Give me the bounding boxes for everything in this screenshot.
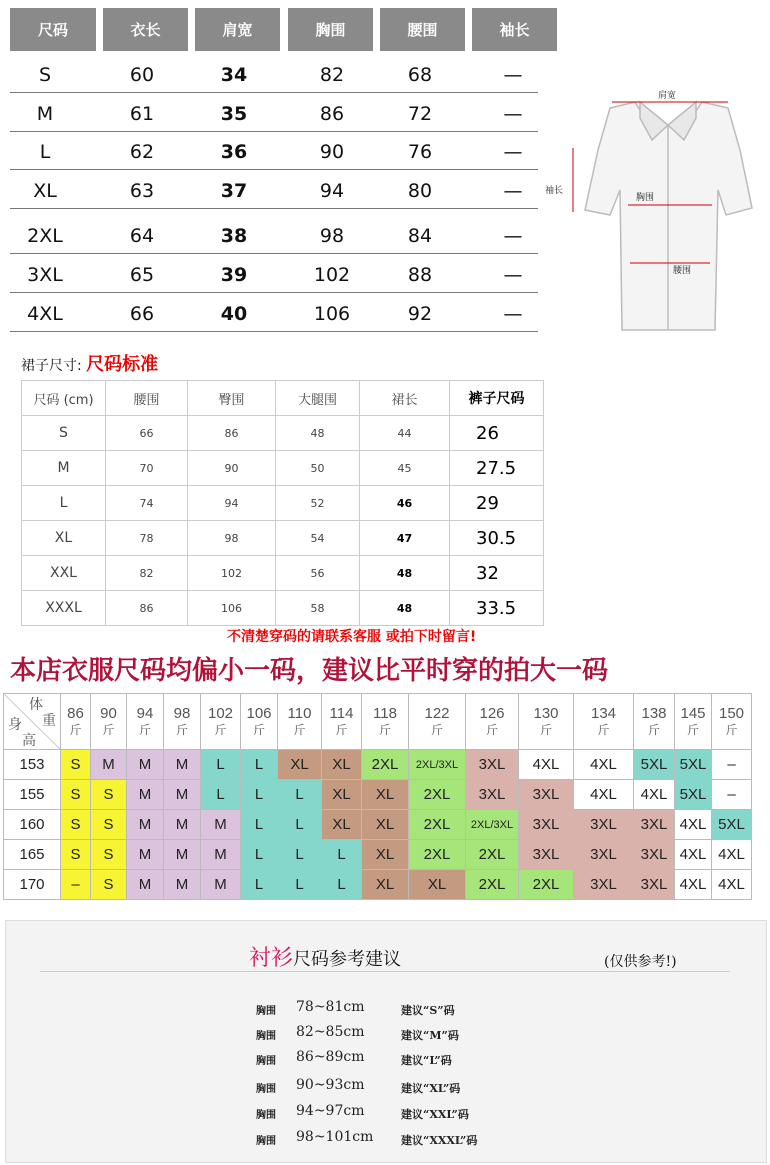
shirt-cell: 63 [129,180,155,202]
shirt-cell: 62 [129,141,155,163]
shirt-cell: 64 [129,225,155,247]
shirt-cell: 88 [407,264,433,286]
skirt-cell: 78 [106,521,188,556]
size-cell: 3XL [634,840,675,870]
weight-header [362,694,409,750]
skirt-cell: 86 [188,416,276,451]
corner-weight-bot: 重 [42,712,56,728]
weight-header [409,694,466,750]
shirt-measure-diagram [540,80,770,355]
weight-value: 102 [207,704,234,722]
skirt-cell: M [22,451,106,486]
advice-divider [40,971,730,972]
skirt-cell: 47 [360,521,450,556]
skirt-cell: 46 [360,486,450,521]
weight-value: 145 [680,704,706,722]
size-cell: 2XL [362,750,409,780]
skirt-cell: XXL [22,556,106,591]
advice-cell: 98~101cm [296,1129,374,1145]
skirt-cell: 98 [188,521,276,556]
size-cell: XL [278,750,322,780]
shirt-header: 肩宽 [195,8,280,51]
skirt-cell: S [22,416,106,451]
size-cell: S [91,870,127,900]
size-cell: L [241,750,278,780]
advice-cell: 胸围 [256,1110,276,1121]
size-cell: M [91,750,127,780]
height-row [4,750,752,780]
waist-label: 腰围 [673,266,692,276]
weight-header [201,694,241,750]
size-cell: XL [362,840,409,870]
weight-unit: 斤 [430,722,443,737]
size-cell: XL [362,780,409,810]
size-cell: XL [409,870,466,900]
shirt-cell: M [36,103,54,125]
weight-unit: 斤 [102,722,115,737]
advice-cell: 82~85cm [296,1024,365,1040]
shirt-row [10,294,538,332]
size-cell: 5XL [675,750,712,780]
size-cell: XL [322,810,362,840]
size-cell: 2XL/3XL [409,750,466,780]
shirt-cell: 84 [407,225,433,247]
shirt-cell: 90 [319,141,345,163]
size-cell: XL [362,870,409,900]
weight-unit: 斤 [378,722,391,737]
skirt-cell: XXXL [22,591,106,626]
shirt-header: 衣长 [103,8,188,51]
size-cell: 5XL [712,810,752,840]
skirt-row [22,486,544,521]
advice-cell: 78~81cm [296,999,365,1015]
advice-cell: 86~89cm [296,1049,365,1065]
skirt-cell: 106 [188,591,276,626]
weight-value: 86 [67,704,84,722]
weight-header [164,694,201,750]
skirt-header: 裙长 [360,381,450,416]
shirt-cell: XL [33,180,57,202]
weight-unit: 斤 [69,722,82,737]
shirt-row [10,171,538,209]
size-cell: M [201,840,241,870]
size-cell: XL [322,750,362,780]
weight-header [278,694,322,750]
size-cell: M [164,870,201,900]
advice-title-text: 尺码参考建议 [293,949,402,970]
sleeve-label: 袖长 [545,186,564,196]
size-cell: M [164,840,201,870]
skirt-cell: 50 [276,451,360,486]
advice-title-red: 衬衫 [249,946,294,971]
weight-value: 150 [718,704,745,722]
skirt-cell: 48 [360,556,450,591]
skirt-header: 臀围 [188,381,276,416]
size-cell: M [127,870,164,900]
skirt-cell: 102 [188,556,276,591]
shirt-cell: 3XL [27,264,63,286]
size-cell: 2XL/3XL [466,810,519,840]
skirt-cell: XL [22,521,106,556]
shirt-header: 尺码 [10,8,96,51]
shirt-cell: L [39,141,51,163]
size-cell: L [241,870,278,900]
advice-cell: 胸围 [256,1006,276,1017]
shirt-cell: 38 [220,225,248,247]
corner-height-left: 身 [8,716,22,732]
size-cell: S [91,810,127,840]
height-value: 170 [4,870,61,900]
shirt-row [10,216,538,254]
weight-unit: 斤 [686,722,699,737]
size-cell: 2XL [466,870,519,900]
size-cell: 2XL [409,780,466,810]
size-cell: 4XL [675,840,712,870]
height-value: 153 [4,750,61,780]
skirt-cell: 56 [276,556,360,591]
weight-value: 134 [590,704,617,722]
size-cell: – [712,750,752,780]
size-cell: L [201,750,241,780]
skirt-cell: 45 [360,451,450,486]
advice-cell: 建议“XL”码 [401,1082,461,1095]
size-cell: M [127,750,164,780]
advice-cell: 胸围 [256,1031,276,1042]
skirt-cell: 32 [450,556,544,591]
weight-unit: 斤 [293,722,306,737]
size-cell: 3XL [574,810,634,840]
shirt-cell: 34 [220,64,248,86]
shirt-header: 袖长 [472,8,557,51]
shirt-cell: 2XL [27,225,63,247]
size-cell: L [278,840,322,870]
weight-value: 126 [479,704,505,722]
shirt-cell: 37 [220,180,248,202]
size-cell: M [164,750,201,780]
weight-header [322,694,362,750]
size-cell: L [241,810,278,840]
skirt-cell: 70 [106,451,188,486]
size-cell: S [61,780,91,810]
shirt-cell: 72 [407,103,433,125]
weight-header [574,694,634,750]
shirt-cell: 61 [129,103,155,125]
skirt-label: 裙子尺寸: [21,358,82,374]
shirt-cell: — [503,64,523,86]
size-cell: 4XL [675,870,712,900]
skirt-header: 大腿围 [276,381,360,416]
size-cell: M [164,780,201,810]
weight-value: 110 [287,704,312,722]
weight-value: 94 [136,704,154,722]
height-value: 155 [4,780,61,810]
size-cell: XL [322,780,362,810]
size-cell: 4XL [712,840,752,870]
weight-header [634,694,675,750]
shirt-cell: 40 [220,303,248,325]
weight-header [127,694,164,750]
shirt-cell: 68 [407,64,433,86]
skirt-cell: 90 [188,451,276,486]
skirt-cell: 82 [106,556,188,591]
size-cell: S [61,840,91,870]
skirt-cell: 52 [276,486,360,521]
skirt-size-table [21,380,544,626]
size-cell: M [127,810,164,840]
shirt-cell: 98 [319,225,345,247]
size-cell: M [127,840,164,870]
skirt-cell: 33.5 [450,591,544,626]
advice-cell: 建议“XXXL”码 [401,1134,478,1147]
height-row [4,810,752,840]
weight-value: 90 [100,704,117,722]
weight-header [675,694,712,750]
size-cell: L [241,840,278,870]
shirt-header: 腰围 [380,8,465,51]
size-cell: 3XL [466,780,519,810]
advice-cell: 建议“XXL”码 [401,1108,469,1121]
weight-unit: 斤 [485,722,498,737]
weight-unit: 斤 [138,722,151,737]
size-cell: L [278,870,322,900]
skirt-header: 腰围 [106,381,188,416]
advice-title [249,941,401,972]
shirt-cell: — [503,225,523,247]
shirt-advice-box [5,920,767,1163]
height-row [4,780,752,810]
advice-cell: 建议“S”码 [401,1004,455,1017]
skirt-cell: 29 [450,486,544,521]
shirt-cell: — [503,141,523,163]
skirt-cell: 48 [360,591,450,626]
shirt-cell: 102 [313,264,351,286]
chest-label: 胸围 [636,193,655,203]
shirt-cell: 60 [129,64,155,86]
shirt-cell: — [503,180,523,202]
advice-cell: 胸围 [256,1136,276,1147]
shirt-cell: 86 [319,103,345,125]
size-cell: S [61,750,91,780]
size-cell: M [201,870,241,900]
skirt-cell: 48 [276,416,360,451]
size-cell: – [712,780,752,810]
corner-cell [4,694,61,750]
notice-contact: 不清楚穿码的请联系客服 或拍下时留言! [227,629,477,645]
size-cell: 3XL [574,840,634,870]
size-cell: 3XL [466,750,519,780]
shirt-cell: 92 [407,303,433,325]
skirt-cell: L [22,486,106,521]
size-cell: 3XL [519,780,574,810]
size-cell: 2XL [409,810,466,840]
shirt-cell: 36 [220,141,248,163]
shirt-row [10,55,538,93]
shirt-cell: 4XL [27,303,63,325]
size-cell: 4XL [574,780,634,810]
height-weight-table [3,693,752,900]
weight-header [519,694,574,750]
size-cell: 2XL [466,840,519,870]
weight-value: 106 [246,704,272,722]
size-cell: L [278,810,322,840]
skirt-row [22,521,544,556]
size-cell: S [91,780,127,810]
shirt-cell: 94 [319,180,345,202]
weight-value: 98 [173,704,191,722]
shirt-cell: 35 [220,103,248,125]
size-cell: 3XL [519,810,574,840]
shirt-cell: 65 [129,264,155,286]
advice-note: (仅供参考!) [604,954,677,970]
skirt-row [22,451,544,486]
shirt-row [10,94,538,132]
shirt-cell: 66 [129,303,155,325]
size-cell: 3XL [574,870,634,900]
skirt-cell: 94 [188,486,276,521]
skirt-cell: 44 [360,416,450,451]
weight-value: 114 [329,704,354,722]
size-cell: 5XL [675,780,712,810]
size-cell: S [61,810,91,840]
skirt-cell: 54 [276,521,360,556]
height-row [4,840,752,870]
size-cell: 3XL [634,810,675,840]
skirt-label-red: 尺码标准 [86,354,159,375]
weight-unit: 斤 [214,722,227,737]
shirt-cell: — [503,103,523,125]
weight-unit: 斤 [539,722,552,737]
skirt-cell: 66 [106,416,188,451]
shirt-cell: 106 [313,303,351,325]
size-cell: 3XL [634,870,675,900]
skirt-title [21,350,158,376]
advice-cell: 胸围 [256,1084,276,1095]
shirt-row [10,255,538,293]
weight-header [712,694,752,750]
size-cell: 5XL [634,750,675,780]
weight-unit: 斤 [647,722,660,737]
size-cell: M [164,810,201,840]
shirt-cell: 76 [407,141,433,163]
size-cell: 4XL [634,780,675,810]
advice-cell: 胸围 [256,1056,276,1067]
size-cell: S [91,840,127,870]
size-cell: 3XL [519,840,574,870]
size-cell: 4XL [574,750,634,780]
weight-unit: 斤 [175,722,188,737]
size-cell: L [241,780,278,810]
skirt-cell: 74 [106,486,188,521]
size-cell: M [201,810,241,840]
weight-header [466,694,519,750]
shirt-cell: — [503,264,523,286]
shirt-cell: 39 [220,264,248,286]
height-value: 165 [4,840,61,870]
skirt-row [22,591,544,626]
skirt-row [22,556,544,591]
weight-header [91,694,127,750]
size-cell: L [201,780,241,810]
size-cell: 4XL [712,870,752,900]
shirt-header: 胸围 [288,8,373,51]
advice-cell: 建议“L”码 [401,1054,452,1067]
skirt-row [22,416,544,451]
weight-unit: 斤 [335,722,348,737]
size-cell: M [127,780,164,810]
weight-value: 118 [373,704,397,722]
weight-header [241,694,278,750]
advice-cell: 90~93cm [296,1077,365,1093]
advice-cell: 建议“M”码 [401,1029,459,1042]
corner-weight-top: 体 [29,696,43,712]
size-cell: XL [362,810,409,840]
skirt-cell: 86 [106,591,188,626]
shirt-cell: — [503,303,523,325]
size-cell: L [322,840,362,870]
height-row [4,870,752,900]
skirt-cell: 27.5 [450,451,544,486]
skirt-header: 裤子尺码 [450,381,544,416]
weight-value: 130 [533,704,559,722]
size-cell: L [278,780,322,810]
size-cell: – [61,870,91,900]
size-cell: L [322,870,362,900]
size-cell: 2XL [409,840,466,870]
weight-header [61,694,91,750]
skirt-cell: 26 [450,416,544,451]
size-cell: 2XL [519,870,574,900]
weight-value: 122 [424,704,450,722]
advice-cell: 94~97cm [296,1103,365,1119]
skirt-cell: 58 [276,591,360,626]
skirt-cell: 30.5 [450,521,544,556]
shirt-row [10,132,538,170]
weight-unit: 斤 [252,722,265,737]
shoulder-label: 肩宽 [658,91,677,101]
weight-value: 138 [641,704,667,722]
size-cell: 4XL [675,810,712,840]
shirt-cell: 82 [319,64,345,86]
height-value: 160 [4,810,61,840]
size-cell: 4XL [519,750,574,780]
shirt-cell: 80 [407,180,433,202]
shirt-cell: S [38,64,52,86]
corner-height-bot: 高 [22,732,36,748]
skirt-header: 尺码 (cm) [22,381,106,416]
notice-size-small: 本店衣服尺码均偏小一码，建议比平时穿的拍大一码 [10,656,609,686]
weight-unit: 斤 [597,722,610,737]
weight-unit: 斤 [725,722,738,737]
